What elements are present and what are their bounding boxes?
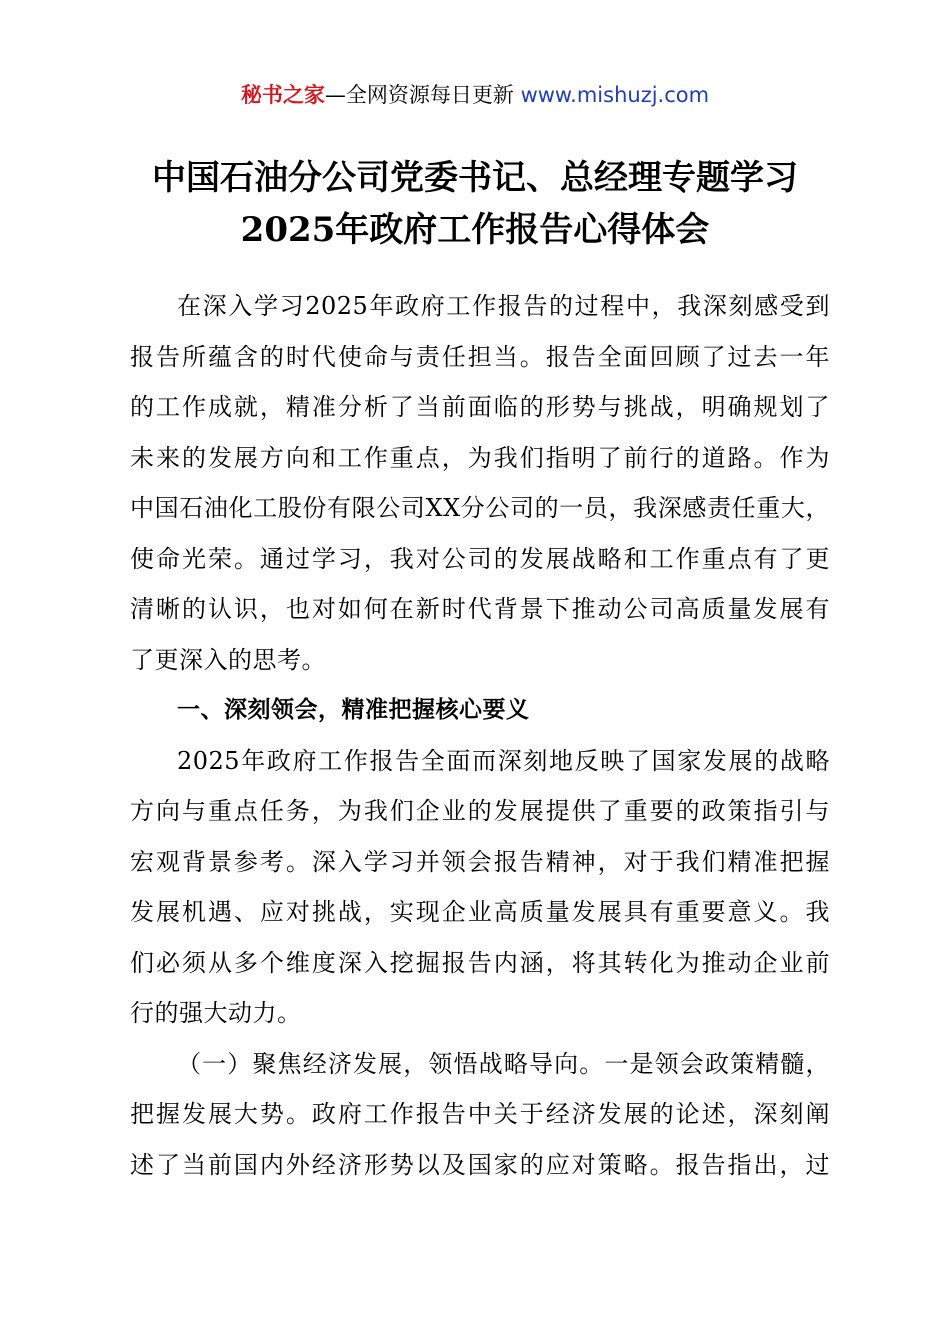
document-body [130, 281, 830, 1190]
paragraph-line: 把握发展大势。政府工作报告中关于经济发展的论述，深刻阐 [130, 1100, 830, 1128]
paragraph-line: 报告所蕴含的时代使命与责任担当。报告全面回顾了过去一年 [130, 342, 830, 371]
paragraph-line: 未来的发展方向和工作重点，为我们指明了前行的道路。作为 [130, 443, 830, 472]
site-header [0, 78, 950, 112]
site-brand: 秘书之家 [240, 83, 325, 107]
section-heading: 一、深刻领会，精准把握核心要义 [177, 697, 530, 723]
paragraph-line: 方向与重点任务，为我们企业的发展提供了重要的政策指引与 [130, 797, 830, 825]
paragraph-line: 述了当前国内外经济形势以及国家的应对策略。报告指出，过 [130, 1150, 830, 1179]
site-url-link[interactable]: www.mishuzj.com [520, 83, 710, 107]
paragraph-line: 宏观背景参考。深入学习并领会报告精神，对于我们精准把握 [130, 847, 830, 876]
paragraph-line: 行的强大动力。 [130, 999, 302, 1027]
paragraph-line: 中国石油化工股份有限公司XX分公司的一员，我深感责任重大， [130, 494, 830, 522]
paragraph-line: 了更深入的思考。 [130, 645, 326, 674]
paragraph-line: 2025年政府工作报告全面而深刻地反映了国家发展的战略 [177, 746, 830, 775]
paragraph-line: 发展机遇、应对挑战，实现企业高质量发展具有重要意义。我 [130, 898, 830, 926]
document-title-line-1: 中国石油分公司党委书记、总经理专题学习 [152, 158, 798, 198]
paragraph-line: 清晰的认识，也对如何在新时代背景下推动公司高质量发展有 [130, 595, 830, 623]
paragraph-line: 们必须从多个维度深入挖掘报告内涵，将其转化为推动企业前 [130, 948, 830, 977]
paragraph-line: 使命光荣。通过学习，我对公司的发展战略和工作重点有了更 [130, 544, 830, 573]
document-title-line-2: 2025年政府工作报告心得体会 [240, 210, 710, 250]
paragraph-line: 在深入学习2025年政府工作报告的过程中，我深刻感受到 [177, 292, 830, 320]
paragraph-line: （一）聚焦经济发展，领悟战略导向。一是领会政策精髓， [177, 1049, 830, 1078]
paragraph-line: 的工作成就，精准分析了当前面临的形势与挑战，明确规划了 [130, 393, 830, 421]
site-tagline: —全网资源每日更新 [324, 83, 521, 107]
